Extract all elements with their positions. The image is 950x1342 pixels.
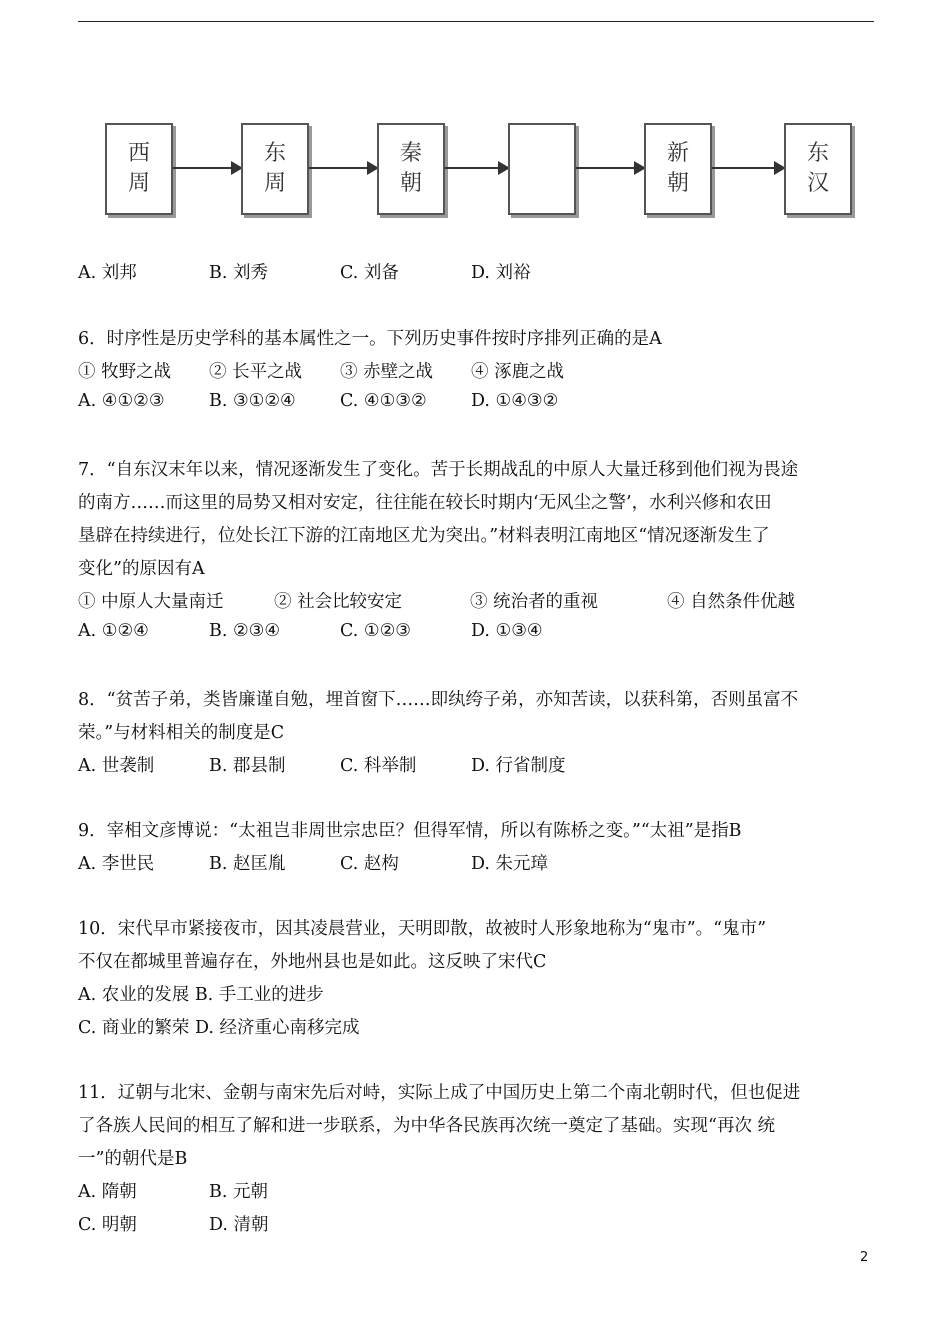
- arrow-3: [445, 167, 508, 169]
- dynasty-box-5: 新朝: [644, 123, 712, 215]
- q7-option-d: D. ①③④: [471, 621, 543, 641]
- q5-option-d: D. 刘裕: [471, 263, 531, 283]
- dynasty-flow-diagram: [100, 115, 870, 220]
- dynasty-box-blank: [508, 123, 576, 215]
- q6-item-3: ③ 赤壁之战: [340, 362, 434, 382]
- q8-option-d: D. 行省制度: [471, 756, 566, 776]
- q7-option-a: A. ①②④: [78, 621, 149, 641]
- q7-item-2: ② 社会比较安定: [274, 592, 403, 612]
- q11-stem-line-2: 了各族人民间的相互了解和进一步联系，为中华各民族再次统一奠定了基础。实现“再次 统: [78, 1116, 776, 1136]
- q8-stem-line-2: 荣。”与材料相关的制度是C: [78, 723, 285, 743]
- q10-options-row-1: A. 农业的发展 B. 手工业的进步: [78, 985, 324, 1005]
- q7-stem-line-1: 7．“自东汉末年以来，情况逐渐发生了变化。苦于长期战乱的中原人大量迁移到他们视为畏途: [78, 460, 799, 480]
- q6-item-2: ② 长平之战: [209, 362, 303, 382]
- q11-option-d: D. 清朝: [209, 1215, 269, 1235]
- q6-item-1: ① 牧野之战: [78, 362, 172, 382]
- q7-stem-line-2: 的南方……而这里的局势又相对安定，往往能在较长时期内‘无风尘之警’，水利兴修和农田: [78, 493, 772, 513]
- q10-options-row-2: C. 商业的繁荣 D. 经济重心南移完成: [78, 1018, 360, 1038]
- q9-option-c: C. 赵构: [340, 854, 399, 874]
- dynasty-box-2: 东周: [241, 123, 309, 215]
- q5-option-a: A. 刘邦: [78, 263, 137, 283]
- q7-option-b: B. ②③④: [209, 621, 281, 641]
- q7-item-1: ① 中原人大量南迁: [78, 592, 224, 612]
- q5-option-b: B. 刘秀: [209, 263, 268, 283]
- q10-stem-line-1: 10．宋代早市紧接夜市，因其凌晨营业，天明即散，故被时人形象地称为“鬼市”。“鬼市”: [78, 919, 767, 939]
- arrow-4: [576, 167, 644, 169]
- q10-stem-line-2: 不仅在都城里普遍存在，外地州县也是如此。这反映了宋代C: [78, 952, 547, 972]
- q8-stem-line-1: 8．“贫苦子弟，类皆廉谨自勉，埋首窗下……即纨绔子弟，亦知苦读，以获科第，否则虽富不: [78, 690, 799, 710]
- q6-option-d: D. ①④③②: [471, 391, 559, 411]
- q6-option-a: A. ④①②③: [78, 391, 165, 411]
- q9-option-a: A. 李世民: [78, 854, 155, 874]
- q7-option-c: C. ①②③: [340, 621, 411, 641]
- arrow-1: [173, 167, 241, 169]
- q8-option-b: B. 郡县制: [209, 756, 286, 776]
- header-rule: [78, 21, 874, 22]
- q7-stem-line-4: 变化”的原因有A: [78, 559, 205, 579]
- arrow-5: [712, 167, 784, 169]
- q7-item-4: ④ 自然条件优越: [667, 592, 796, 612]
- dynasty-box-1: 西周: [105, 123, 173, 215]
- dynasty-box-6: 东汉: [784, 123, 852, 215]
- q11-option-a: A. 隋朝: [78, 1182, 137, 1202]
- q7-item-3: ③ 统治者的重视: [470, 592, 599, 612]
- q9-option-d: D. 朱元璋: [471, 854, 549, 874]
- q9-option-b: B. 赵匡胤: [209, 854, 286, 874]
- q6-option-b: B. ③①②④: [209, 391, 296, 411]
- q6-stem: 6．时序性是历史学科的基本属性之一。下列历史事件按时序排列正确的是A: [78, 329, 662, 349]
- q8-option-c: C. 科举制: [340, 756, 417, 776]
- q6-item-4: ④ 涿鹿之战: [471, 362, 565, 382]
- q11-option-c: C. 明朝: [78, 1215, 137, 1235]
- q6-option-c: C. ④①③②: [340, 391, 427, 411]
- q11-stem-line-3: 一”的朝代是B: [78, 1149, 188, 1169]
- q8-option-a: A. 世袭制: [78, 756, 155, 776]
- q5-option-c: C. 刘备: [340, 263, 399, 283]
- arrow-2: [309, 167, 377, 169]
- q11-stem-line-1: 11．辽朝与北宋、金朝与南宋先后对峙，实际上成了中国历史上第二个南北朝时代，但也促进: [78, 1083, 801, 1103]
- q11-option-b: B. 元朝: [209, 1182, 268, 1202]
- page-number: 2: [860, 1250, 869, 1265]
- q9-stem: 9．宰相文彦博说：“太祖岂非周世宗忠臣？但得军情，所以有陈桥之变。”“太祖”是指B: [78, 821, 742, 841]
- dynasty-box-3: 秦朝: [377, 123, 445, 215]
- q7-stem-line-3: 垦辟在持续进行，位处长江下游的江南地区尤为突出。”材料表明江南地区“情况逐渐发生了: [78, 526, 770, 546]
